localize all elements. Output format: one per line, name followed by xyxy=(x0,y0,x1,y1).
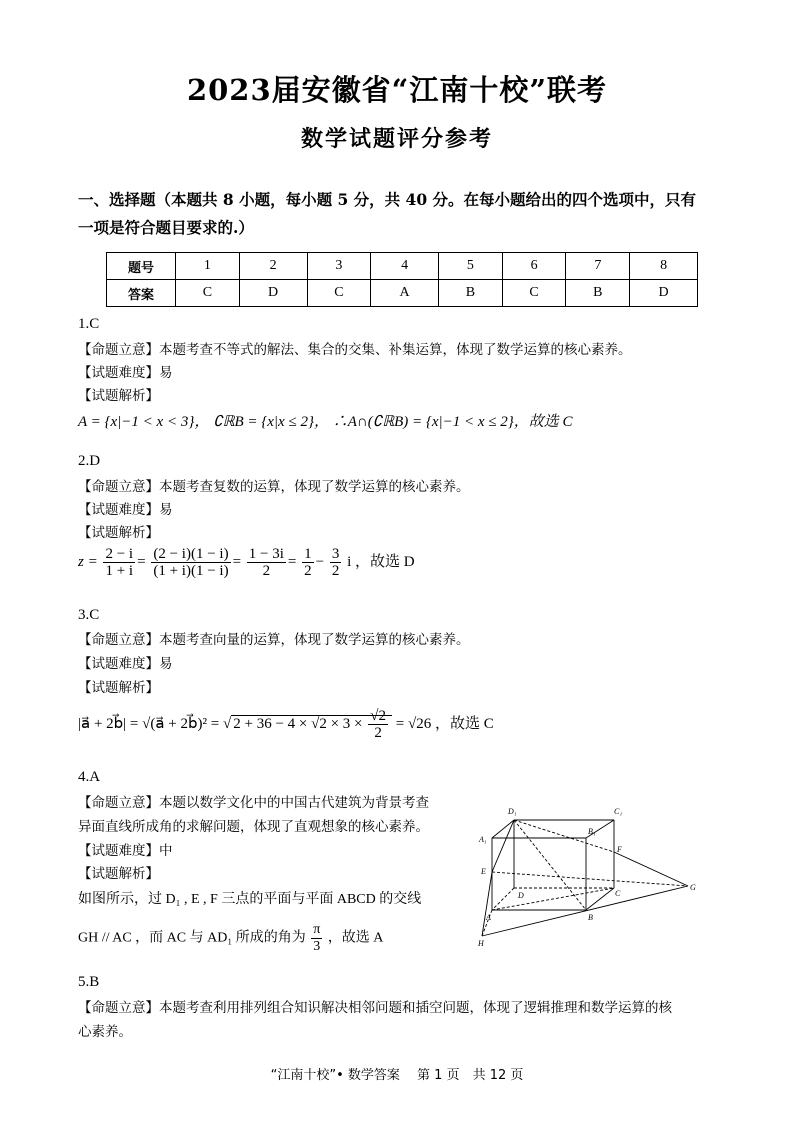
frac-den: 1 + i xyxy=(105,563,134,579)
q4-sol-b: ，故选 A xyxy=(327,930,384,946)
frac-num: √2 xyxy=(370,708,386,724)
q4-intent xyxy=(78,793,429,813)
intent-label: 【命题立意】 xyxy=(78,342,159,358)
answer-cell: B xyxy=(566,280,630,307)
q5-intent xyxy=(78,998,672,1018)
q2-number: 2.D xyxy=(78,453,101,469)
question-number: 6 xyxy=(502,253,566,280)
difficulty-label: 【试题难度】 xyxy=(78,843,159,859)
question-number: 8 xyxy=(630,253,698,280)
answer-cell: C xyxy=(176,280,240,307)
frac-den: (1 + i)(1 − i) xyxy=(153,563,229,579)
q2-intent xyxy=(78,477,470,497)
q3-intent-text: 本题考查向量的运算，体现了数学运算的核心素养。 xyxy=(159,632,470,648)
q4-difficulty xyxy=(78,841,173,861)
page-footer: “江南十校”• 数学答案 第 1 页 共 12 页 xyxy=(270,1068,524,1083)
q2-difficulty xyxy=(78,500,173,520)
intent-label: 【命题立意】 xyxy=(78,632,159,648)
section-intro-line1: 一、选择题（本题共 8 小题，每小题 5 分，共 40 分。在每小题给出的四个选项中，只有 xyxy=(78,190,697,209)
q4-solution-line1: 如图所示，过 D₁ , E , F 三点的平面与平面 ABCD 的交线 xyxy=(78,892,422,907)
difficulty-label: 【试题难度】 xyxy=(78,365,159,381)
analysis-label: 【试题解析】 xyxy=(78,866,159,882)
difficulty-label: 【试题难度】 xyxy=(78,502,159,518)
q5-intent-line2: 心素养。 xyxy=(78,1024,132,1040)
q4-intent-line1: 本题以数学文化中的中国古代建筑为背景考查 xyxy=(159,795,429,811)
analysis-label: 【试题解析】 xyxy=(78,388,159,404)
q3-difficulty-value: 易 xyxy=(159,656,173,672)
question-number: 1 xyxy=(176,253,240,280)
q2-z: z = xyxy=(78,553,98,570)
frac-num: 1 − 3i xyxy=(248,546,284,562)
q3-solution: |a⃗ + 2b⃗| = √(a⃗ + 2b⃗)² = √ 2 + 36 − 4 × √2 × 3 × $\frac{√2}{2}$ = √26 ，故选 C xyxy=(78,708,494,741)
q5-number: 5.B xyxy=(78,974,100,990)
frac-num: (2 − i)(1 − i) xyxy=(153,546,229,562)
intent-label: 【命题立意】 xyxy=(78,479,159,495)
answer-cell: D xyxy=(630,280,698,307)
analysis-label: 【试题解析】 xyxy=(78,680,159,696)
question-number: 3 xyxy=(307,253,371,280)
frac-den: 3 xyxy=(313,939,321,954)
q1-intent-text: 本题考查不等式的解法、集合的交集、补集运算，体现了数学运算的核心素养。 xyxy=(159,342,632,358)
frac-den: 2 xyxy=(331,563,340,579)
label-e: E xyxy=(481,867,486,876)
page-title: 2023届安徽省“江南十校”联考 xyxy=(186,73,608,107)
question-row-label: 题号 xyxy=(107,253,176,280)
label-b: B xyxy=(588,913,593,922)
q4-difficulty-value: 中 xyxy=(159,843,173,859)
q2-solution: z = $\frac{2 - i}{1 + i}$ = $\frac{(2 - i)(1 - i)}{(1 + i)(1 - i)}$ = $\frac{1 - 3i}{2}$ = $\frac{1}{2}$ − $\frac{3}{2}$ i ，故选 D xyxy=(78,546,415,579)
label-h: H xyxy=(478,939,484,948)
question-number: 5 xyxy=(439,253,503,280)
question-number: 2 xyxy=(239,253,307,280)
q1-intent xyxy=(78,340,632,360)
q4-intent-line2: 异面直线所成角的求解问题，体现了直观想象的核心素养。 xyxy=(78,819,429,835)
q2-intent-text: 本题考查复数的运算，体现了数学运算的核心素养。 xyxy=(159,479,470,495)
answer-table xyxy=(106,252,698,307)
q1-number: 1.C xyxy=(78,316,100,332)
label-c: C xyxy=(615,889,621,898)
q3-left: |a⃗ + 2b⃗| = √(a⃗ + 2b⃗)² = xyxy=(78,715,220,732)
q1-solution: A = {x|−1 < x < 3}， ∁ℝB = {x|x ≤ 2}， ∴A∩(∁ℝB) = {x|−1 < x ≤ 2}，故选 C xyxy=(78,414,573,430)
frac-den: 2 xyxy=(262,563,271,579)
q2-difficulty-value: 易 xyxy=(159,502,173,518)
q3-intent xyxy=(78,630,470,650)
question-number: 4 xyxy=(371,253,439,280)
label-d: D xyxy=(518,891,524,900)
frac-num: 1 xyxy=(304,546,312,562)
difficulty-label: 【试题难度】 xyxy=(78,656,159,672)
label-g: G xyxy=(690,883,696,892)
q3-difficulty xyxy=(78,654,173,674)
label-c1: C₁ xyxy=(614,807,623,816)
page-subtitle: 数学试题评分参考 xyxy=(300,126,493,152)
q3-right: = √26 ，故选 C xyxy=(395,715,494,732)
answer-cell: C xyxy=(307,280,371,307)
q1-difficulty-value: 易 xyxy=(159,365,173,381)
q3-number: 3.C xyxy=(78,607,100,623)
q3-root-body: 2 + 36 − 4 × √2 × 3 × xyxy=(233,715,363,732)
label-a: A xyxy=(486,913,491,922)
intent-label: 【命题立意】 xyxy=(78,1000,159,1016)
q4-number: 4.A xyxy=(78,769,101,785)
section-intro-line2: 一项是符合题目要求的.） xyxy=(78,218,254,237)
frac-num: π xyxy=(313,922,321,937)
q2-tail: i ，故选 D xyxy=(347,553,415,570)
answer-cell: D xyxy=(239,280,307,307)
answer-row-label: 答案 xyxy=(107,280,176,307)
q1-difficulty xyxy=(78,363,173,383)
frac-num: 2 − i xyxy=(105,546,134,562)
label-d1: D₁ xyxy=(508,807,517,816)
intent-label: 【命题立意】 xyxy=(78,795,159,811)
frac-den: 2 xyxy=(304,563,312,579)
label-a1: A₁ xyxy=(479,835,487,844)
label-b1: B₁ xyxy=(588,827,596,836)
answer-cell: A xyxy=(371,280,439,307)
frac-den: 2 xyxy=(374,725,382,741)
q4-sol-a: GH // AC ，而 AC 与 AD₁ 所成的角为 xyxy=(78,930,306,946)
analysis-label: 【试题解析】 xyxy=(78,525,159,541)
q5-intent-line1: 本题考查利用排列组合知识解决相邻问题和插空问题，体现了逻辑推理和数学运算的核 xyxy=(159,1000,672,1016)
answer-cell: B xyxy=(439,280,503,307)
q4-geometry-figure xyxy=(478,800,704,948)
answer-cell: C xyxy=(502,280,566,307)
q4-solution-line2 xyxy=(78,922,383,955)
answer-row xyxy=(107,280,698,307)
question-row xyxy=(107,253,698,280)
label-f: F xyxy=(617,845,622,854)
frac-num: 3 xyxy=(331,546,340,562)
question-number: 7 xyxy=(566,253,630,280)
